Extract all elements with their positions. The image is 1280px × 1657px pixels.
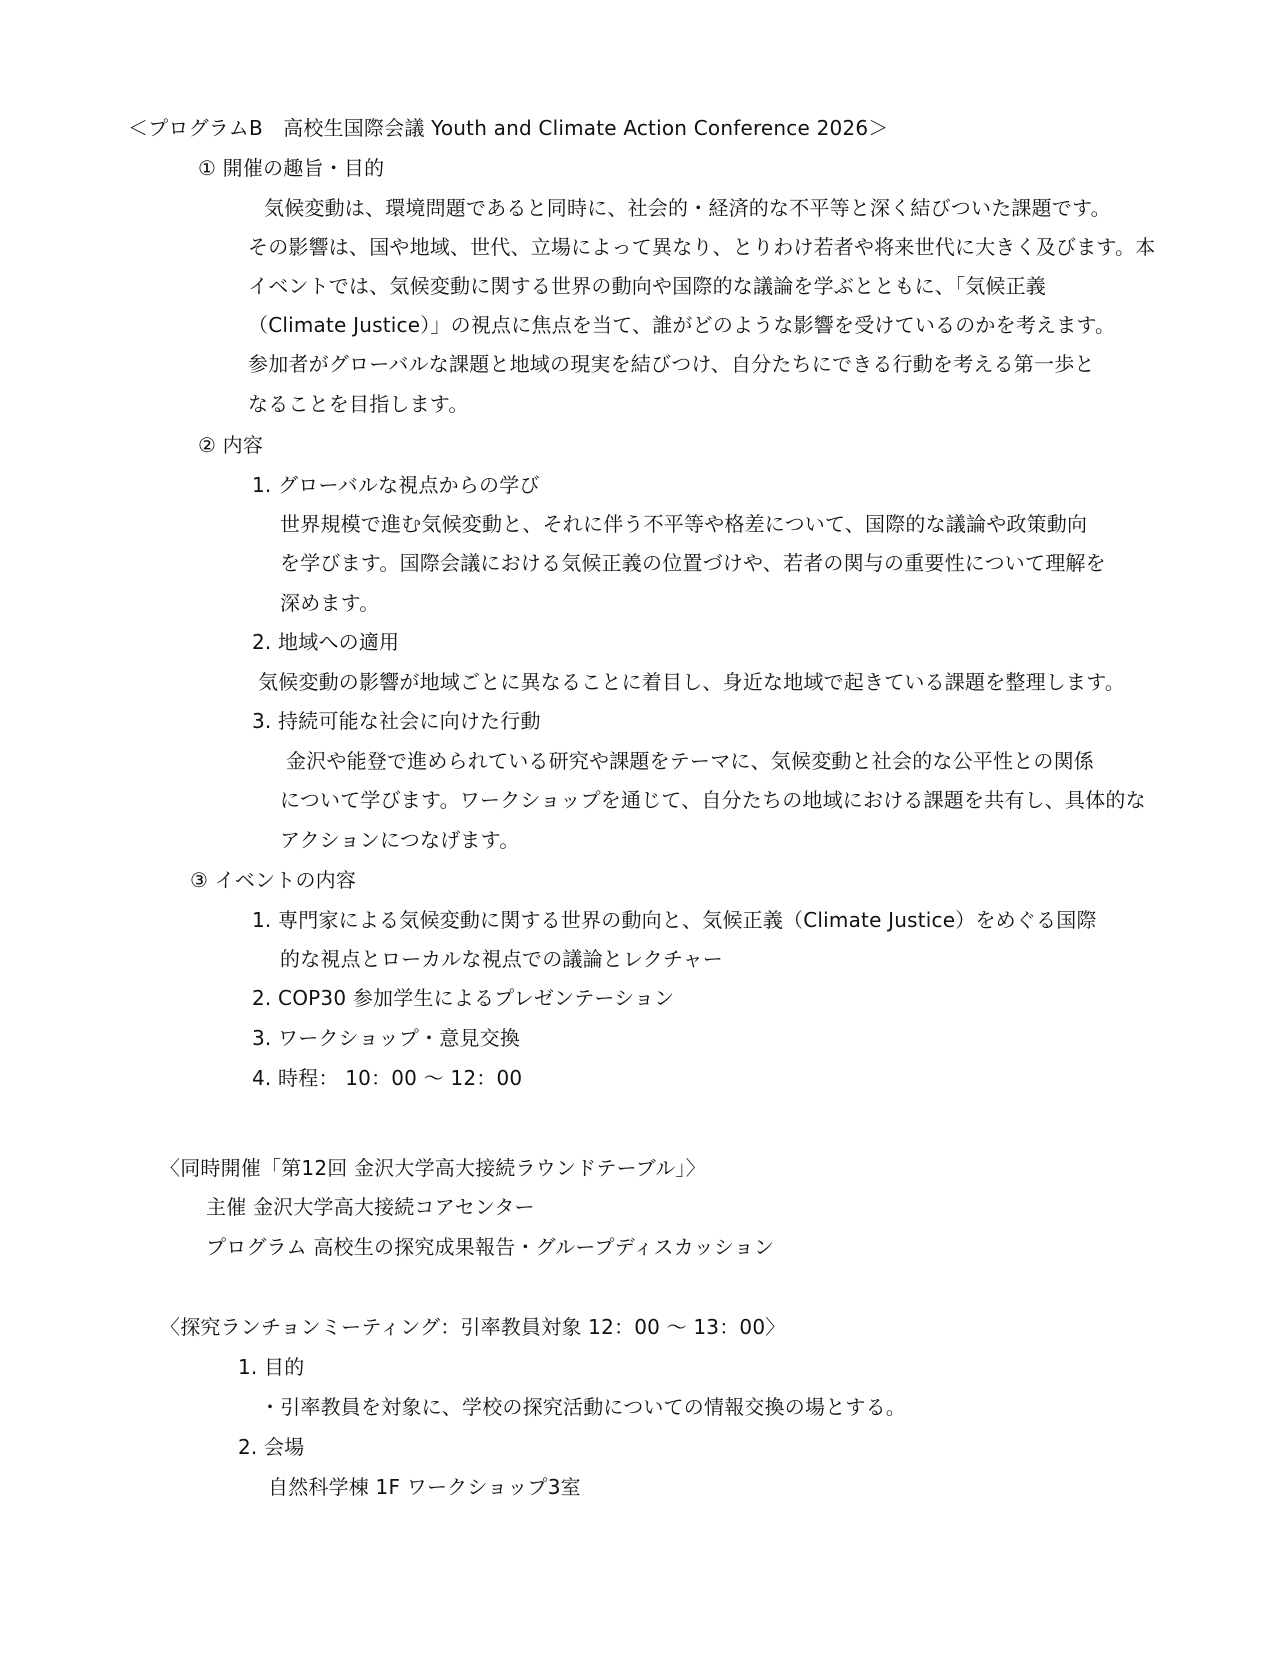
content-item-line: アクションにつなげます。	[280, 828, 520, 852]
program-b-title: ＜プログラムB 高校生国際会議 Youth and Climate Action Conference 2026＞	[128, 116, 889, 140]
luncheon-title: 〈探究ランチョンミーティング：引率教員対象 12：00 ～ 13：00〉	[160, 1315, 786, 1339]
purpose-line: （Climate Justice）」の視点に焦点を当て、誰がどのような影響を受けているのかを考えます。	[248, 313, 1116, 337]
purpose-line: なることを目指します。	[248, 392, 469, 416]
luncheon-venue-text: 自然科学棟 1F ワークショップ3室	[268, 1475, 581, 1499]
roundtable-program: プログラム 高校生の探究成果報告・グループディスカッション	[206, 1235, 775, 1259]
content-heading: ② 内容	[198, 433, 264, 457]
event-item: 的な視点とローカルな視点での議論とレクチャー	[280, 947, 723, 971]
event-heading: ③ イベントの内容	[190, 868, 357, 892]
event-item: 3. ワークショップ・意見交換	[252, 1026, 521, 1050]
purpose-line: 気候変動は、環境問題であると同時に、社会的・経済的な不平等と深く結びついた課題です。	[264, 196, 1111, 220]
roundtable-organizer: 主催 金沢大学高大接続コアセンター	[206, 1195, 535, 1219]
purpose-line: その影響は、国や地域、世代、立場によって異なり、とりわけ若者や将来世代に大きく及びます。本	[248, 235, 1156, 259]
event-item: 2. COP30 参加学生によるプレゼンテーション	[252, 986, 675, 1010]
content-item-line: 気候変動の影響が地域ごとに異なることに着目し、身近な地域で起きている課題を整理します。	[258, 670, 1125, 694]
content-item-line: 金沢や能登で進められている研究や課題をテーマに、気候変動と社会的な公平性との関係	[286, 749, 1094, 773]
purpose-line: 参加者がグローバルな課題と地域の現実を結びつけ、自分たちにできる行動を考える第一歩と	[248, 352, 1095, 376]
content-item-title: 1. グローバルな視点からの学び	[252, 473, 540, 497]
content-item-line: 深めます。	[280, 591, 380, 615]
roundtable-title: 〈同時開催「第12回 金沢大学高大接続ラウンドテーブル」〉	[160, 1156, 706, 1180]
event-item: 1. 専門家による気候変動に関する世界の動向と、気候正義（Climate Justice）をめぐる国際	[252, 908, 1097, 932]
purpose-heading: ① 開催の趣旨・目的	[198, 156, 385, 180]
content-item-line: を学びます。国際会議における気候正義の位置づけや、若者の関与の重要性について理解を	[280, 551, 1106, 575]
event-item: 4. 時程： 10：00 ～ 12：00	[252, 1066, 523, 1090]
luncheon-venue-label: 2. 会場	[238, 1435, 305, 1459]
content-item-title: 2. 地域への適用	[252, 630, 400, 654]
content-item-line: 世界規模で進む気候変動と、それに伴う不平等や格差について、国際的な議論や政策動向	[280, 512, 1088, 536]
luncheon-purpose-text: ・引率教員を対象に、学校の探究活動についての情報交換の場とする。	[260, 1395, 906, 1419]
content-item-line: について学びます。ワークショップを通じて、自分たちの地域における課題を共有し、具体的な	[280, 788, 1146, 812]
luncheon-purpose-label: 1. 目的	[238, 1355, 305, 1379]
content-item-title: 3. 持続可能な社会に向けた行動	[252, 709, 541, 733]
purpose-line: イベントでは、気候変動に関する世界の動向や国際的な議論を学ぶとともに、「気候正義	[248, 274, 1046, 298]
